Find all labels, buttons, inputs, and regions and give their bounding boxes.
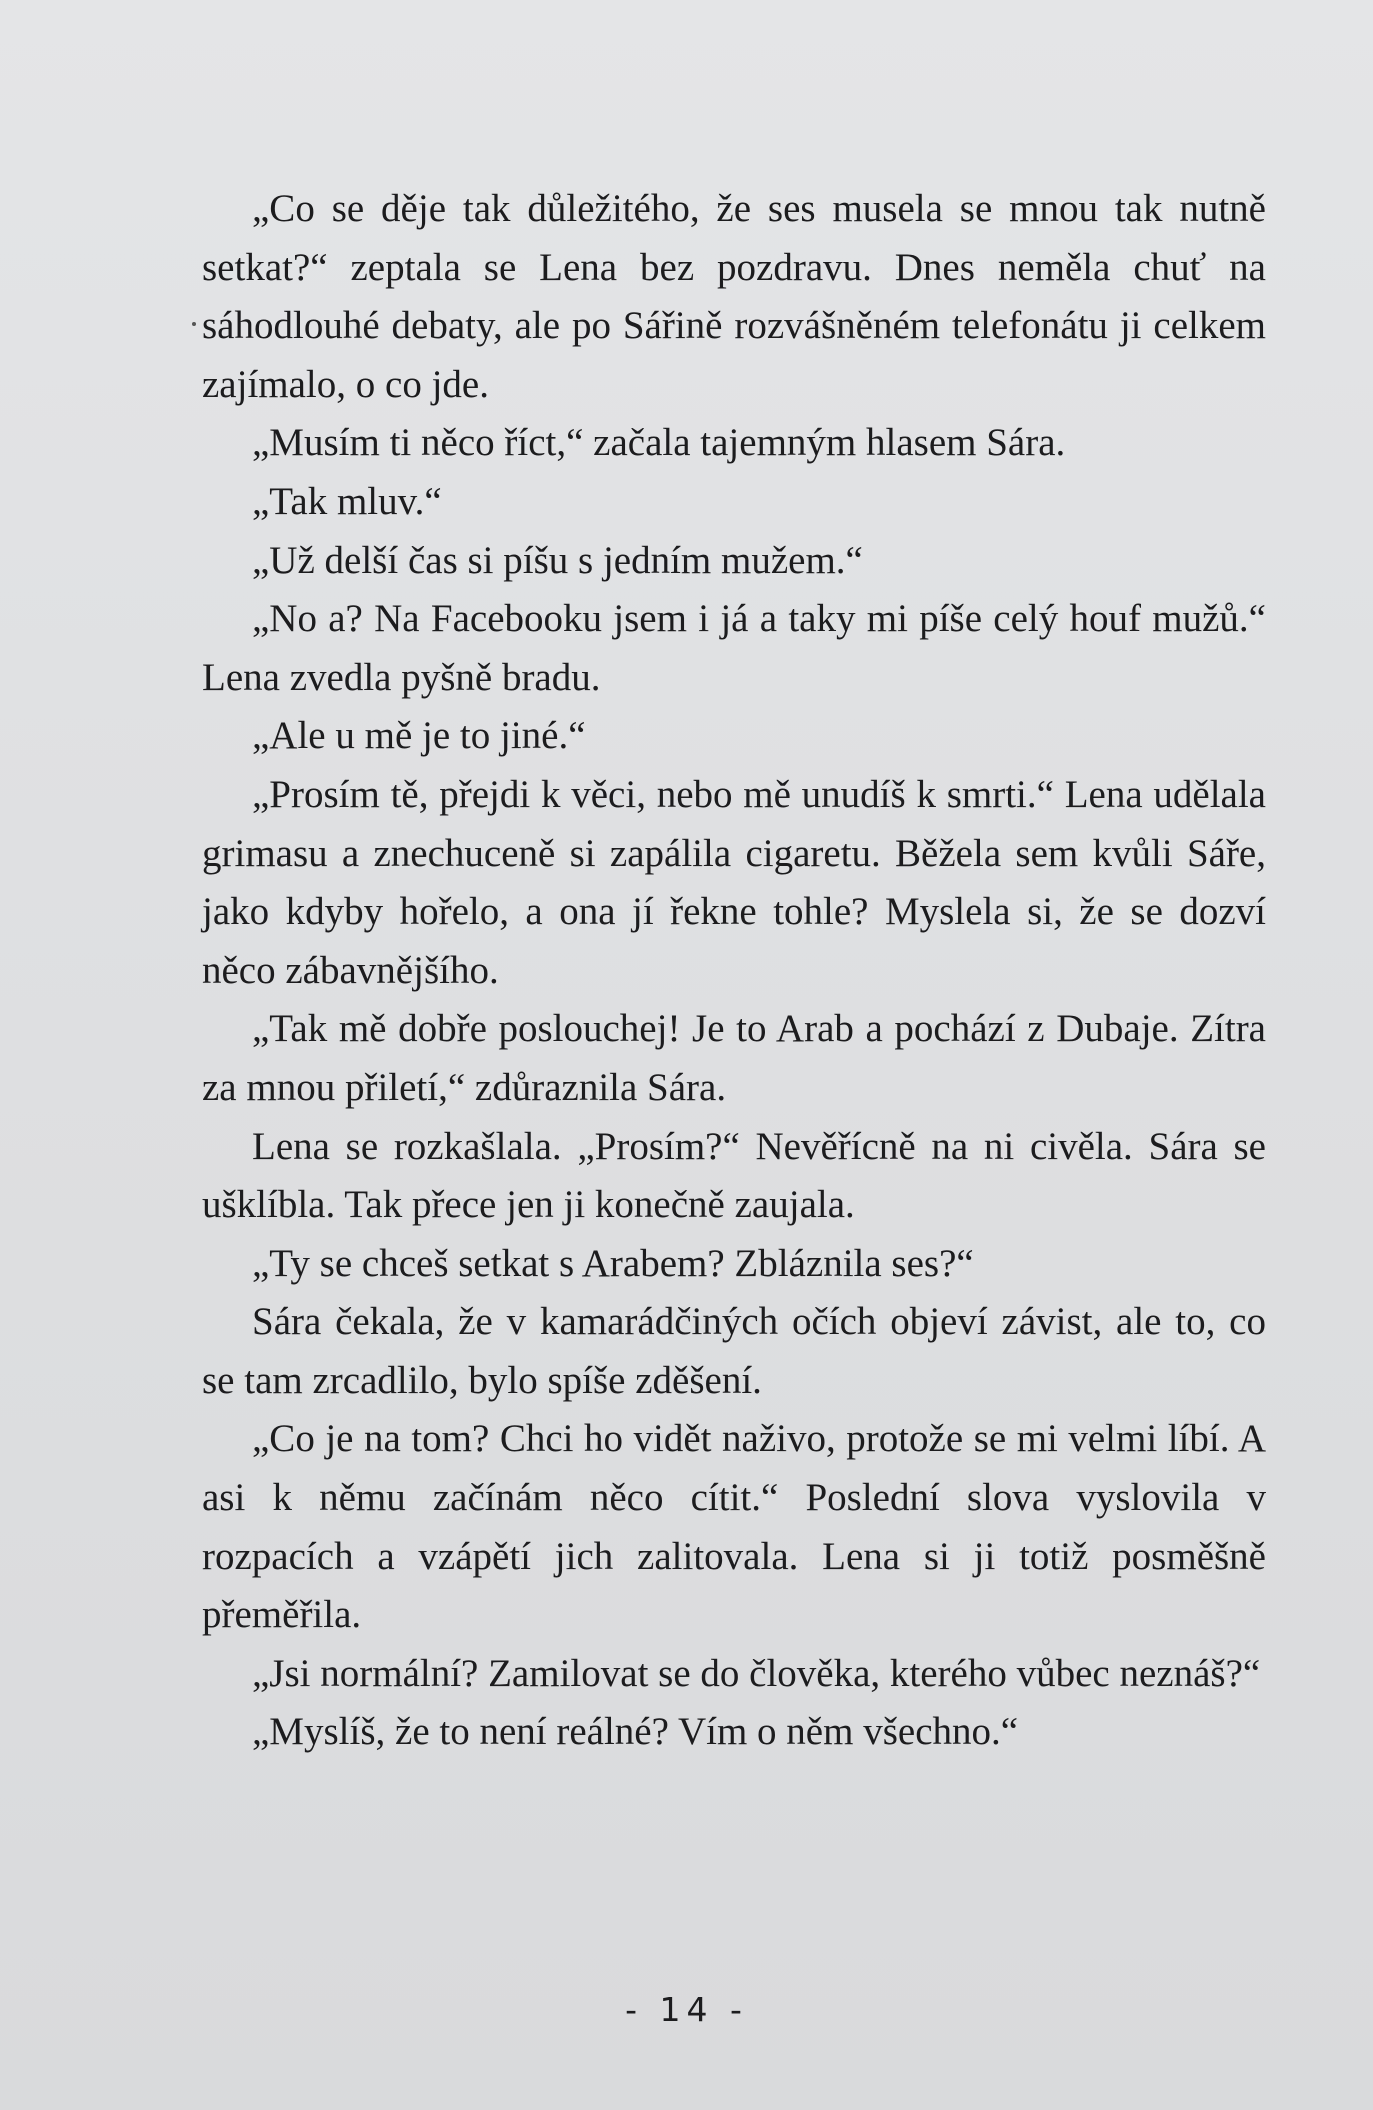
paragraph: „Co je na tom? Chci ho vidět naživo, protože se mi velmi líbí. A asi k němu začínám něco cítit.“ Poslední slova vyslovila v rozpacích a vzápětí jich zalitovala. Lena si ji totiž posměšně přeměřila. <box>202 1417 1266 1637</box>
paragraph: „Ale u mě je to jiné.“ <box>252 714 586 758</box>
paragraph: „Tak mluv.“ <box>252 479 442 523</box>
paragraph: „Ty se chceš setkat s Arabem? Zbláznila ses?“ <box>252 1241 974 1285</box>
paragraph: „Musím ti něco říct,“ začala tajemným hlasem Sára. <box>252 421 1066 465</box>
paragraph: „No a? Na Facebooku jsem i já a taky mi píše celý houf mužů.“ Lena zvedla pyšně bradu. <box>202 597 1266 699</box>
paragraph: Lena se rozkašlala. „Prosím?“ Nevěřícně na ni civěla. Sára se ušklíbla. Tak přece jen ji konečně zaujala. <box>202 1124 1266 1227</box>
paragraph: „Jsi normální? Zamilovat se do člověka, kterého vůbec neznáš?“ <box>252 1651 1261 1695</box>
paragraph: „Tak mě dobře poslouchej! Je to Arab a pochází z Dubaje. Zítra za mnou přiletí,“ zdůraznila Sára. <box>202 1007 1266 1109</box>
page-number: - 14 - <box>625 1990 748 2029</box>
paragraph: „Myslíš, že to není reálné? Vím o něm všechno.“ <box>252 1710 1019 1754</box>
paragraph: „Už delší čas si píšu s jedním mužem.“ <box>252 538 863 582</box>
paragraph: „Prosím tě, přejdi k věci, nebo mě unudíš k smrti.“ Lena udělala grimasu a znechuceně si zapálila cigaretu. Běžela sem kvůli Sáře, jako kdyby hořelo, a ona jí řekne tohle? Myslela si, že se dozví něco zábavnějšího. <box>202 772 1266 992</box>
paper-speck <box>192 322 196 326</box>
paragraph: „Co se děje tak důležitého, že ses musela se mnou tak nutně setkat?“ zeptala se Lena bez pozdravu. Dnes neměla chuť na sáhodlouhé debaty, ale po Sářině rozvášněném telefonátu ji celkem zajímalo, o co jde. <box>202 187 1266 406</box>
body-text <box>202 180 1266 1762</box>
paragraph: Sára čekala, že v kamarádčiných očích objeví závist, ale to, co se tam zrcadlilo, bylo spíše zděšení. <box>202 1300 1266 1402</box>
